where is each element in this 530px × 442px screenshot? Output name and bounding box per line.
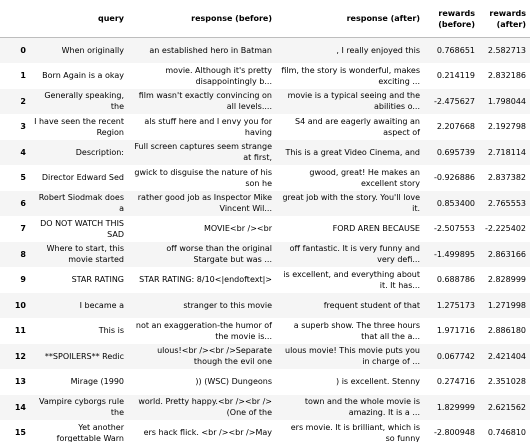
row-index: 12: [14, 351, 26, 361]
cell-response-after: town and the whole movie is amazing. It is a ...: [304, 397, 420, 418]
table-row: [0, 216, 530, 242]
cell-response-before: ers hack flick. <br /><br />May: [143, 428, 272, 438]
cell-rewards-after: -2.225402: [484, 224, 526, 234]
table-row: [0, 140, 530, 166]
header-query: query: [30, 0, 128, 38]
cell-rewards-after: 1.271998: [487, 300, 526, 310]
cell-response-before: gwick to disguise the nature of his son he: [134, 167, 272, 188]
cell-rewards-after: 2.837382: [487, 173, 526, 183]
cell-rewards-before: 1.829999: [436, 402, 475, 412]
cell-rewards-before: 0.695739: [436, 147, 475, 157]
table-row: [0, 369, 530, 395]
cell-query: Description:: [75, 147, 124, 157]
table-row: [0, 293, 530, 319]
cell-query: Robert Siodmak does a: [38, 193, 124, 214]
cell-response-after: great job with the story. You'll love it.: [282, 193, 420, 214]
cell-query: Where to start, this movie started: [46, 244, 124, 265]
cell-response-before: world. Pretty happy.<br /><br />(One of the: [138, 397, 272, 418]
cell-rewards-before: 1.275173: [436, 300, 475, 310]
cell-rewards-after: 2.886180: [487, 326, 526, 336]
header-index: [0, 0, 30, 38]
cell-response-after: a superb show. The three hours that all the a...: [293, 320, 420, 341]
cell-response-before: als stuff here and I envy you for having: [144, 116, 272, 137]
cell-query: Director Edward Sed: [41, 173, 124, 183]
cell-response-before: MOVIE<br /><br: [203, 224, 272, 234]
cell-rewards-before: 0.214119: [436, 71, 475, 81]
row-index: 14: [14, 402, 26, 412]
cell-response-before: Full screen captures seem strange at first,: [134, 142, 272, 163]
row-index: 10: [14, 300, 26, 310]
table-row: [0, 38, 530, 64]
cell-rewards-before: -2.475627: [433, 96, 475, 106]
cell-response-after: gwood, great! He makes an excellent story: [309, 167, 420, 188]
cell-response-after: , I really enjoyed this: [336, 46, 420, 55]
cell-rewards-after: 2.765553: [487, 198, 526, 208]
cell-response-before: off worse than the original Stargate but was ...: [166, 244, 272, 265]
row-index: 5: [20, 173, 26, 183]
cell-rewards-after: 2.863166: [487, 249, 526, 259]
cell-rewards-after: 1.798044: [487, 96, 526, 106]
cell-response-before: STAR RATING: 8/10<|endoftext|>: [139, 275, 272, 285]
cell-rewards-after: 2.718114: [487, 147, 526, 157]
table-row: [0, 395, 530, 421]
table-row: [0, 242, 530, 268]
cell-rewards-before: -1.499895: [433, 249, 475, 259]
cell-query: I became a: [79, 300, 124, 310]
table-row: [0, 344, 530, 370]
cell-rewards-after: 2.828999: [487, 275, 526, 285]
cell-query: STAR RATING: [71, 275, 124, 285]
row-index: 0: [20, 46, 26, 55]
row-index: 8: [20, 249, 26, 259]
cell-response-after: movie is a typical seeing and the abilities o...: [287, 91, 420, 112]
cell-response-after: is excellent, and everything about it. It has...: [283, 269, 420, 290]
cell-response-after: S4 and are eagerly awaiting an aspect of: [295, 116, 420, 137]
row-index: 7: [20, 224, 26, 234]
cell-response-after: FORD AREN BECAUSE: [332, 224, 420, 234]
cell-rewards-before: 0.768651: [436, 46, 475, 55]
cell-query: This is: [98, 326, 124, 336]
cell-rewards-before: -0.926886: [433, 173, 475, 183]
cell-query: Vampire cyborgs rule the: [39, 397, 124, 418]
table-body: [0, 38, 530, 442]
cell-rewards-before: 2.207668: [436, 122, 475, 132]
header-rewards-after: rewards (after): [479, 0, 530, 38]
header-response-before: response (before): [128, 0, 276, 38]
cell-query: When originally: [61, 46, 124, 55]
row-index: 4: [20, 147, 26, 157]
table-row: [0, 420, 530, 442]
table-row: [0, 63, 530, 89]
row-index: 2: [20, 96, 26, 106]
cell-rewards-before: 0.688786: [436, 275, 475, 285]
cell-query: Born Again is a okay: [42, 71, 124, 81]
cell-query: Yet another forgettable Warn: [56, 422, 124, 442]
cell-response-after: film, the story is wonderful, makes exciting ...: [281, 65, 420, 86]
cell-rewards-before: 0.274716: [436, 377, 475, 387]
cell-response-before: an established hero in Batman: [149, 46, 272, 55]
header-row: [0, 0, 530, 38]
cell-query: Mirage (1990: [70, 377, 124, 387]
cell-rewards-after: 2.621562: [487, 402, 526, 412]
cell-rewards-before: -2.507553: [433, 224, 475, 234]
cell-response-before: ulous!<br /><br />Separate though the evil one: [157, 346, 272, 367]
table-header: [0, 0, 530, 38]
cell-rewards-before: 1.971716: [436, 326, 475, 336]
cell-rewards-after: 2.582713: [487, 46, 526, 55]
cell-response-after: ) is excellent. Stenny: [336, 377, 420, 387]
header-response-after: response (after): [276, 0, 424, 38]
cell-response-before: stranger to this movie: [183, 300, 272, 310]
cell-query: I have seen the recent Region: [34, 116, 124, 137]
cell-rewards-before: -2.800948: [433, 428, 475, 438]
row-index: 1: [20, 71, 26, 81]
cell-response-after: off fantastic. It is very funny and very defi...: [289, 244, 420, 265]
cell-query: DO NOT WATCH THIS SAD: [40, 218, 124, 239]
row-index: 13: [14, 377, 26, 387]
table-row: [0, 114, 530, 140]
row-index: 6: [20, 198, 26, 208]
table-row: [0, 191, 530, 217]
cell-response-after: frequent student of that: [323, 300, 420, 310]
cell-response-before: movie. Although it's pretty disappointingly b...: [165, 65, 272, 86]
row-index: 15: [14, 428, 26, 438]
cell-rewards-after: 2.421404: [487, 351, 526, 361]
table-row: [0, 165, 530, 191]
cell-rewards-before: 0.853400: [436, 198, 475, 208]
cell-response-before: film wasn't exactly convincing on all levels....: [138, 91, 272, 112]
table-row: [0, 267, 530, 293]
cell-rewards-after: 0.746810: [487, 428, 526, 438]
cell-response-after: This is a great Video Cinema, and: [285, 147, 420, 157]
row-index: 9: [20, 275, 26, 285]
table-row: [0, 318, 530, 344]
cell-rewards-before: 0.067742: [436, 351, 475, 361]
cell-rewards-after: 2.192798: [487, 122, 526, 132]
row-index: 11: [14, 326, 26, 336]
cell-response-before: not an exaggeration-the humor of the movie is...: [135, 320, 272, 341]
cell-response-before: rather good job as Inspector Mike Vincent Wil...: [137, 193, 272, 214]
cell-rewards-after: 2.351028: [487, 377, 526, 387]
cell-query: Generally speaking, the: [44, 91, 124, 112]
cell-rewards-after: 2.832186: [487, 71, 526, 81]
row-index: 3: [20, 122, 26, 132]
cell-response-after: ulous movie! This movie puts you in charge of ...: [285, 346, 420, 367]
cell-query: **SPOILERS** Redic: [44, 351, 124, 361]
header-rewards-before: rewards (before): [424, 0, 479, 38]
cell-response-before: )) (WSC) Dungeons: [195, 377, 272, 387]
cell-response-after: ers movie. It is brilliant, which is so funny: [290, 422, 420, 442]
table-row: [0, 89, 530, 115]
